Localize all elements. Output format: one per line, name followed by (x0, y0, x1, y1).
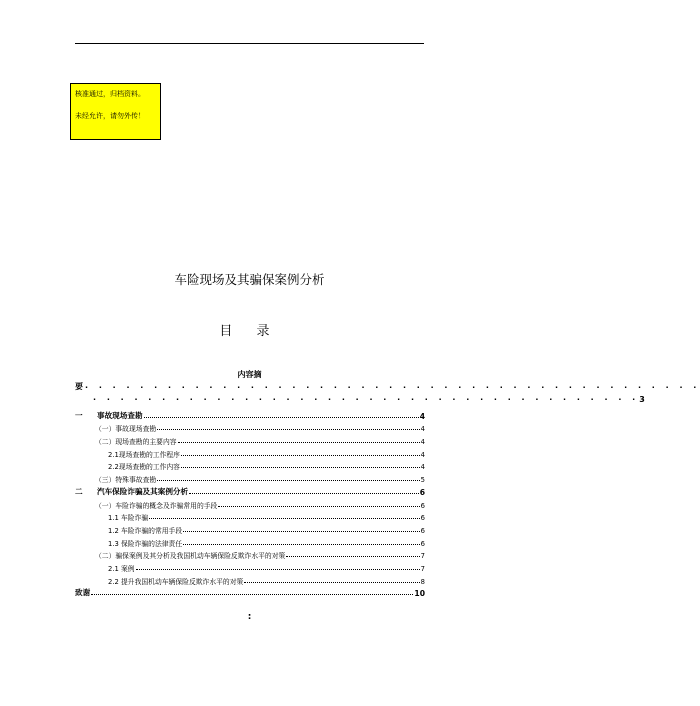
toc-entry-title: 汽车保险诈骗及其案例分析 (97, 486, 189, 496)
toc-entry-title: （二）骗保案例及其分析及我国机动车辆保险反欺诈水平的对策 (95, 552, 286, 561)
toc-entry-page: 10 (414, 589, 425, 599)
toc-entry-page: 4 (420, 425, 425, 434)
toc-heading: 目 录 (219, 324, 280, 339)
toc-leader-dots (181, 467, 420, 468)
toc-entry[interactable] (75, 421, 425, 434)
toc-entry[interactable] (75, 522, 425, 535)
toc-entry[interactable] (75, 510, 425, 523)
toc-entry-page: 6 (420, 539, 425, 548)
toc-leader-dots (136, 569, 420, 570)
stamp-line-2: 未经允许，请勿外传！ (75, 112, 145, 120)
toc-entry[interactable] (75, 471, 425, 484)
abstract-title: 内容摘 (237, 370, 262, 379)
toc-entry-title: （一）事故现场查勘 (95, 425, 157, 434)
toc-leader-dots (149, 518, 420, 519)
toc-leader-dots (178, 442, 420, 443)
abstract-entry-line-1[interactable] (75, 381, 700, 392)
toc-entry[interactable] (75, 548, 425, 561)
toc-entry-title: 事故现场查勘 (97, 410, 143, 420)
toc-entry-title: 2.2现场查勘的工作内容 (108, 463, 180, 472)
toc-entry-title: 1.3 保险诈骗的法律责任 (108, 539, 183, 548)
toc-entry-page: 7 (420, 564, 425, 573)
toc-entry-page: 4 (420, 450, 425, 459)
toc-entry-page: 6 (420, 514, 425, 523)
toc-entry[interactable] (75, 586, 425, 599)
toc-entry-page: 6 (420, 501, 425, 510)
toc-entry-title: （三）特殊事故查勘 (95, 476, 157, 485)
toc-entry-title: 2.1 案例 (108, 564, 135, 573)
toc-leader-dots (157, 480, 420, 481)
toc-entry-title: （二）现场查勘的主要内容 (95, 438, 177, 447)
toc-entry-page: 4 (420, 438, 425, 447)
toc-leader-dots (286, 556, 419, 557)
toc-entry[interactable] (75, 408, 425, 421)
abstract-entry-text: 要 (75, 382, 83, 391)
toc-leader-dots (91, 594, 413, 595)
toc-entry-page: 6 (420, 526, 425, 535)
abstract-leader-dots: · · · · · · · · · · · · · · · · · · · · · · · · · · · · · · · · · · · · · · · · · · · · · (85, 383, 700, 392)
toc-entry-title: 2.2 提升我国机动车辆保险反欺诈水平的对策 (108, 577, 244, 586)
toc-entry[interactable] (75, 497, 425, 510)
table-of-contents (75, 408, 425, 598)
abstract-page-number: 3 (639, 395, 645, 404)
toc-entry[interactable] (75, 484, 425, 497)
toc-entry[interactable] (75, 433, 425, 446)
toc-entry-number: 二 (75, 486, 83, 496)
toc-entry-title: 致谢 (75, 588, 91, 598)
toc-entry-title: 1.2 车险诈骗的常用手段 (108, 526, 183, 535)
archive-stamp (70, 83, 161, 140)
toc-entry-page: 4 (420, 463, 425, 472)
toc-entry[interactable] (75, 446, 425, 459)
page-footer-mark: : (247, 612, 252, 622)
abstract-entry-line-2[interactable] (93, 395, 645, 404)
toc-entry-page: 4 (419, 411, 425, 421)
toc-leader-dots (144, 417, 419, 418)
toc-entry-title: 2.1现场查勘的工作程序 (108, 450, 180, 459)
stamp-line-1: 核准通过，归档资料。 (75, 90, 145, 98)
toc-leader-dots (189, 493, 419, 494)
toc-entry-page: 5 (420, 476, 425, 485)
abstract-leader-dots-2: · · · · · · · · · · · · · · · · · · · · · · · · · · · · · · · · · · · · · · · · (93, 395, 640, 404)
toc-entry[interactable] (75, 535, 425, 548)
toc-leader-dots (181, 455, 420, 456)
document-title: 车险现场及其骗保案例分析 (174, 272, 325, 287)
toc-entry-title: 1.1 车险诈骗 (108, 514, 149, 523)
toc-entry-page: 8 (420, 577, 425, 586)
header-rule (75, 43, 424, 44)
toc-entry[interactable] (75, 459, 425, 472)
toc-entry-page: 6 (419, 487, 425, 497)
toc-leader-dots (218, 506, 419, 507)
toc-leader-dots (157, 429, 420, 430)
toc-entry-title: （一）车险诈骗的概念及诈骗常用的手段 (95, 501, 218, 510)
toc-entry[interactable] (75, 573, 425, 586)
toc-entry-page: 7 (420, 552, 425, 561)
toc-leader-dots (183, 531, 420, 532)
toc-leader-dots (244, 582, 419, 583)
toc-entry[interactable] (75, 560, 425, 573)
toc-leader-dots (183, 544, 420, 545)
toc-entry-number: 一 (75, 410, 83, 420)
